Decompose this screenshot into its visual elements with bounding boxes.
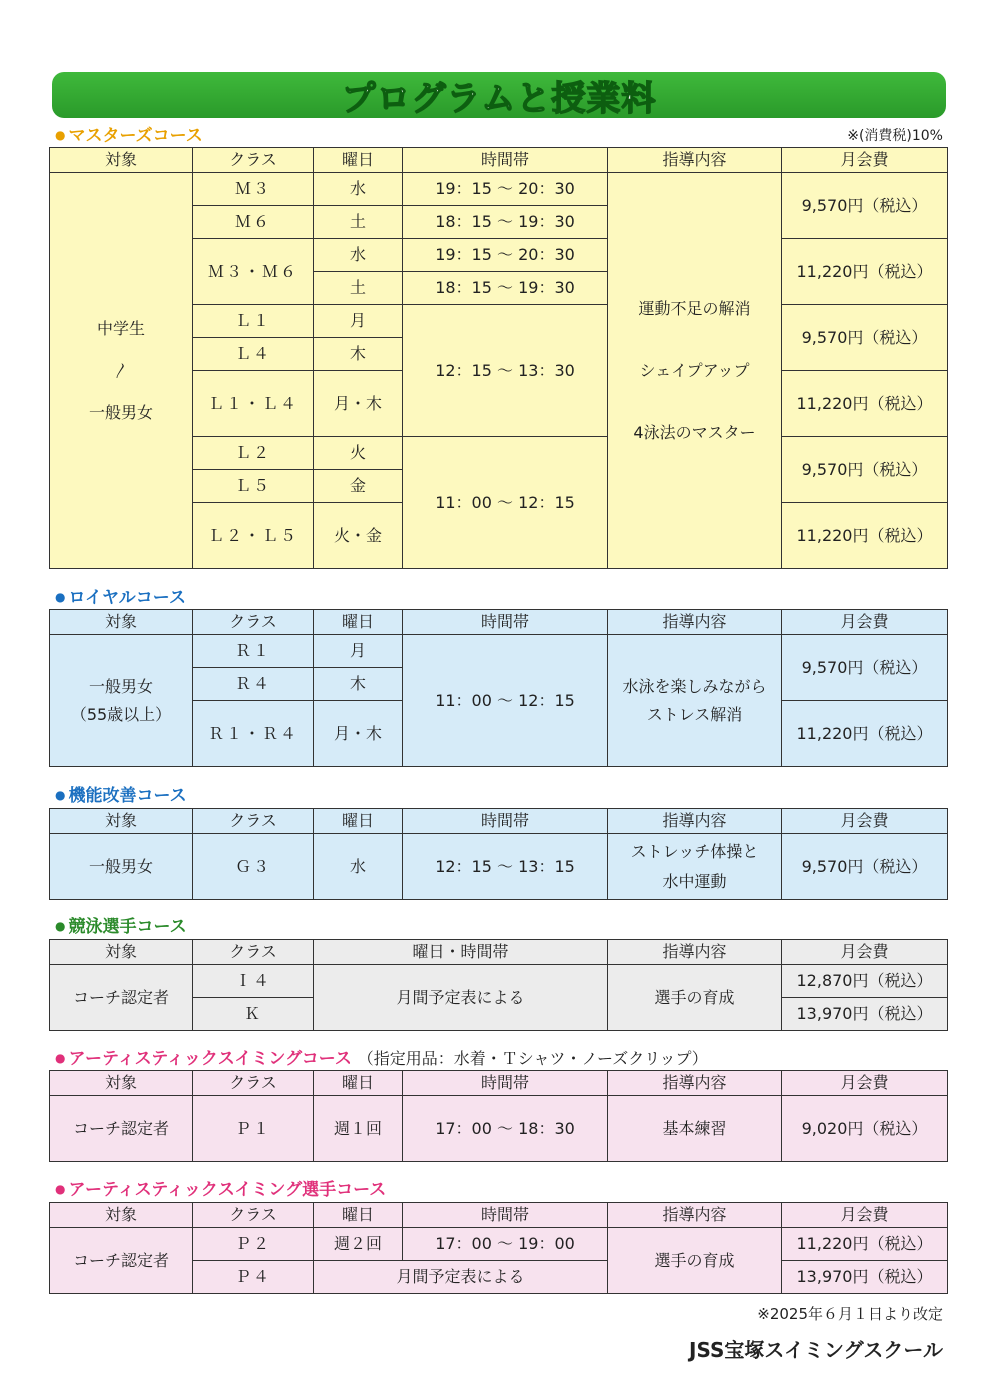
kino-heading-label: 機能改善コース [68, 786, 187, 806]
content-cell: 運動不足の解消 シェイプアップ 4泳法のマスター [608, 173, 782, 569]
day-cell: 木 [314, 338, 403, 371]
col-header: 対象 [50, 610, 193, 635]
target-cell: 中学生 〳 一般男女 [50, 173, 193, 569]
fee-cell: 9,020円（税込） [782, 1096, 948, 1162]
school-name: JSS宝塚スイミングスクール [689, 1338, 943, 1362]
class-cell: Ｐ１ [193, 1096, 314, 1162]
class-cell: Ｌ４ [193, 338, 314, 371]
col-header: 指導内容 [608, 809, 782, 834]
schedule-cell: 月間予定表による [314, 965, 608, 1031]
time-cell: 19：15 ～ 20：30 [403, 173, 608, 206]
target-cell: コーチ認定者 [50, 1228, 193, 1294]
col-header: 指導内容 [608, 1071, 782, 1096]
class-cell: Ｐ２ [193, 1228, 314, 1261]
artistic-senshu-heading: ● アーティスティックスイミング選手コース [55, 1180, 387, 1200]
class-cell: Ｇ３ [193, 834, 314, 900]
royal-heading: ● ロイヤルコース [55, 588, 186, 608]
class-cell: Ｉ４ [193, 965, 314, 998]
kino-table [49, 808, 948, 900]
col-header: 曜日 [314, 809, 403, 834]
content-cell: 基本練習 [608, 1096, 782, 1162]
time-cell: 19：15 ～ 20：30 [403, 239, 608, 272]
target-cell: コーチ認定者 [50, 1096, 193, 1162]
artistic-senshu-table [49, 1202, 948, 1294]
col-header: クラス [193, 610, 314, 635]
day-cell: 火・金 [314, 503, 403, 569]
col-header: クラス [193, 809, 314, 834]
class-cell: Ｍ３・Ｍ６ [193, 239, 314, 305]
time-cell: 18：15 ～ 19：30 [403, 206, 608, 239]
fee-cell: 9,570円（税込） [782, 173, 948, 239]
day-cell: 月・木 [314, 701, 403, 767]
fee-cell: 11,220円（税込） [782, 371, 948, 437]
target-cell: コーチ認定者 [50, 965, 193, 1031]
class-cell: Ｍ６ [193, 206, 314, 239]
col-header: 時間帯 [403, 610, 608, 635]
fee-cell: 9,570円（税込） [782, 437, 948, 503]
col-header: 対象 [50, 940, 193, 965]
col-header: 曜日 [314, 610, 403, 635]
day-cell: 水 [314, 239, 403, 272]
time-cell: 18：15 ～ 19：30 [403, 272, 608, 305]
col-header: 対象 [50, 1071, 193, 1096]
revision-note: ※2025年６月１日より改定 [757, 1305, 943, 1323]
fee-cell: 9,570円（税込） [782, 305, 948, 371]
royal-table [49, 609, 948, 767]
day-cell: 水 [314, 834, 403, 900]
day-cell: 週１回 [314, 1096, 403, 1162]
day-cell: 水 [314, 173, 403, 206]
masters-heading-label: マスターズコース [68, 126, 203, 146]
col-header: 時間帯 [403, 1071, 608, 1096]
target-cell: 一般男女 [50, 834, 193, 900]
day-cell: 土 [314, 206, 403, 239]
day-cell: 火 [314, 437, 403, 470]
col-header: クラス [193, 1203, 314, 1228]
class-cell: Ｌ５ [193, 470, 314, 503]
class-cell: Ｌ１・Ｌ４ [193, 371, 314, 437]
col-header: クラス [193, 1071, 314, 1096]
col-header: 指導内容 [608, 610, 782, 635]
kyoei-heading: ● 競泳選手コース [55, 917, 187, 937]
day-cell: 月・木 [314, 371, 403, 437]
fee-cell: 13,970円（税込） [782, 1261, 948, 1294]
col-header: 月会費 [782, 1203, 948, 1228]
class-cell: Ｌ１ [193, 305, 314, 338]
time-cell: 17：00 ～ 18：30 [403, 1096, 608, 1162]
artistic-senshu-heading-label: アーティスティックスイミング選手コース [68, 1180, 387, 1200]
fee-cell: 12,870円（税込） [782, 965, 948, 998]
content-cell: 水泳を楽しみながら ストレス解消 [608, 635, 782, 767]
col-header: 時間帯 [403, 148, 608, 173]
fee-cell: 11,220円（税込） [782, 1228, 948, 1261]
col-header: クラス [193, 940, 314, 965]
col-header: 曜日・時間帯 [314, 940, 608, 965]
class-cell: Ｒ４ [193, 668, 314, 701]
class-cell: Ｒ１ [193, 635, 314, 668]
col-header: 月会費 [782, 940, 948, 965]
content-cell: 選手の育成 [608, 1228, 782, 1294]
col-header: クラス [193, 148, 314, 173]
fee-cell: 9,570円（税込） [782, 834, 948, 900]
day-cell: 月 [314, 305, 403, 338]
col-header: 指導内容 [608, 940, 782, 965]
class-cell: Ｌ２ [193, 437, 314, 470]
kino-heading: ● 機能改善コース [55, 786, 187, 806]
tax-note: ※(消費税)10% [847, 128, 943, 144]
page-title: プログラムと授業料 [341, 78, 657, 119]
time-cell: 17：00 ～ 19：00 [403, 1228, 608, 1261]
day-cell: 金 [314, 470, 403, 503]
class-cell: Ｋ [193, 998, 314, 1031]
artistic-note: （指定用品：水着・Ｔシャツ・ノーズクリップ） [357, 1049, 708, 1068]
col-header: 曜日 [314, 1071, 403, 1096]
day-cell: 木 [314, 668, 403, 701]
class-cell: Ｐ４ [193, 1261, 314, 1294]
col-header: 対象 [50, 148, 193, 173]
masters-table [49, 147, 948, 569]
day-cell: 週２回 [314, 1228, 403, 1261]
masters-heading: ● マスターズコース [55, 126, 203, 146]
content-cell: ストレッチ体操と 水中運動 [608, 834, 782, 900]
artistic-heading-label: アーティスティックスイミングコース [68, 1049, 352, 1069]
fee-cell: 11,220円（税込） [782, 701, 948, 767]
class-cell: Ｌ２・Ｌ５ [193, 503, 314, 569]
artistic-table [49, 1070, 948, 1162]
fee-cell: 9,570円（税込） [782, 635, 948, 701]
day-cell: 月 [314, 635, 403, 668]
col-header: 月会費 [782, 1071, 948, 1096]
kyoei-table [49, 939, 948, 1031]
fee-cell: 13,970円（税込） [782, 998, 948, 1031]
fee-cell: 11,220円（税込） [782, 503, 948, 569]
col-header: 月会費 [782, 809, 948, 834]
class-cell: Ｍ３ [193, 173, 314, 206]
col-header: 月会費 [782, 610, 948, 635]
class-cell: Ｒ１・Ｒ４ [193, 701, 314, 767]
time-cell: 11：00 ～ 12：15 [403, 635, 608, 767]
content-cell: 選手の育成 [608, 965, 782, 1031]
fee-cell: 11,220円（税込） [782, 239, 948, 305]
col-header: 曜日 [314, 148, 403, 173]
col-header: 対象 [50, 1203, 193, 1228]
col-header: 時間帯 [403, 809, 608, 834]
kyoei-heading-label: 競泳選手コース [68, 917, 187, 937]
target-cell: 一般男女 （55歳以上） [50, 635, 193, 767]
col-header: 時間帯 [403, 1203, 608, 1228]
col-header: 曜日 [314, 1203, 403, 1228]
time-cell: 11：00 ～ 12：15 [403, 437, 608, 569]
title-banner [52, 72, 946, 118]
schedule-cell: 月間予定表による [314, 1261, 608, 1294]
col-header: 指導内容 [608, 1203, 782, 1228]
artistic-heading: ● アーティスティックスイミングコース （指定用品：水着・Ｔシャツ・ノーズクリップ） [55, 1049, 708, 1069]
col-header: 指導内容 [608, 148, 782, 173]
royal-heading-label: ロイヤルコース [68, 588, 186, 608]
col-header: 月会費 [782, 148, 948, 173]
col-header: 対象 [50, 809, 193, 834]
day-cell: 土 [314, 272, 403, 305]
time-cell: 12：15 ～ 13：15 [403, 834, 608, 900]
time-cell: 12：15 ～ 13：30 [403, 305, 608, 437]
